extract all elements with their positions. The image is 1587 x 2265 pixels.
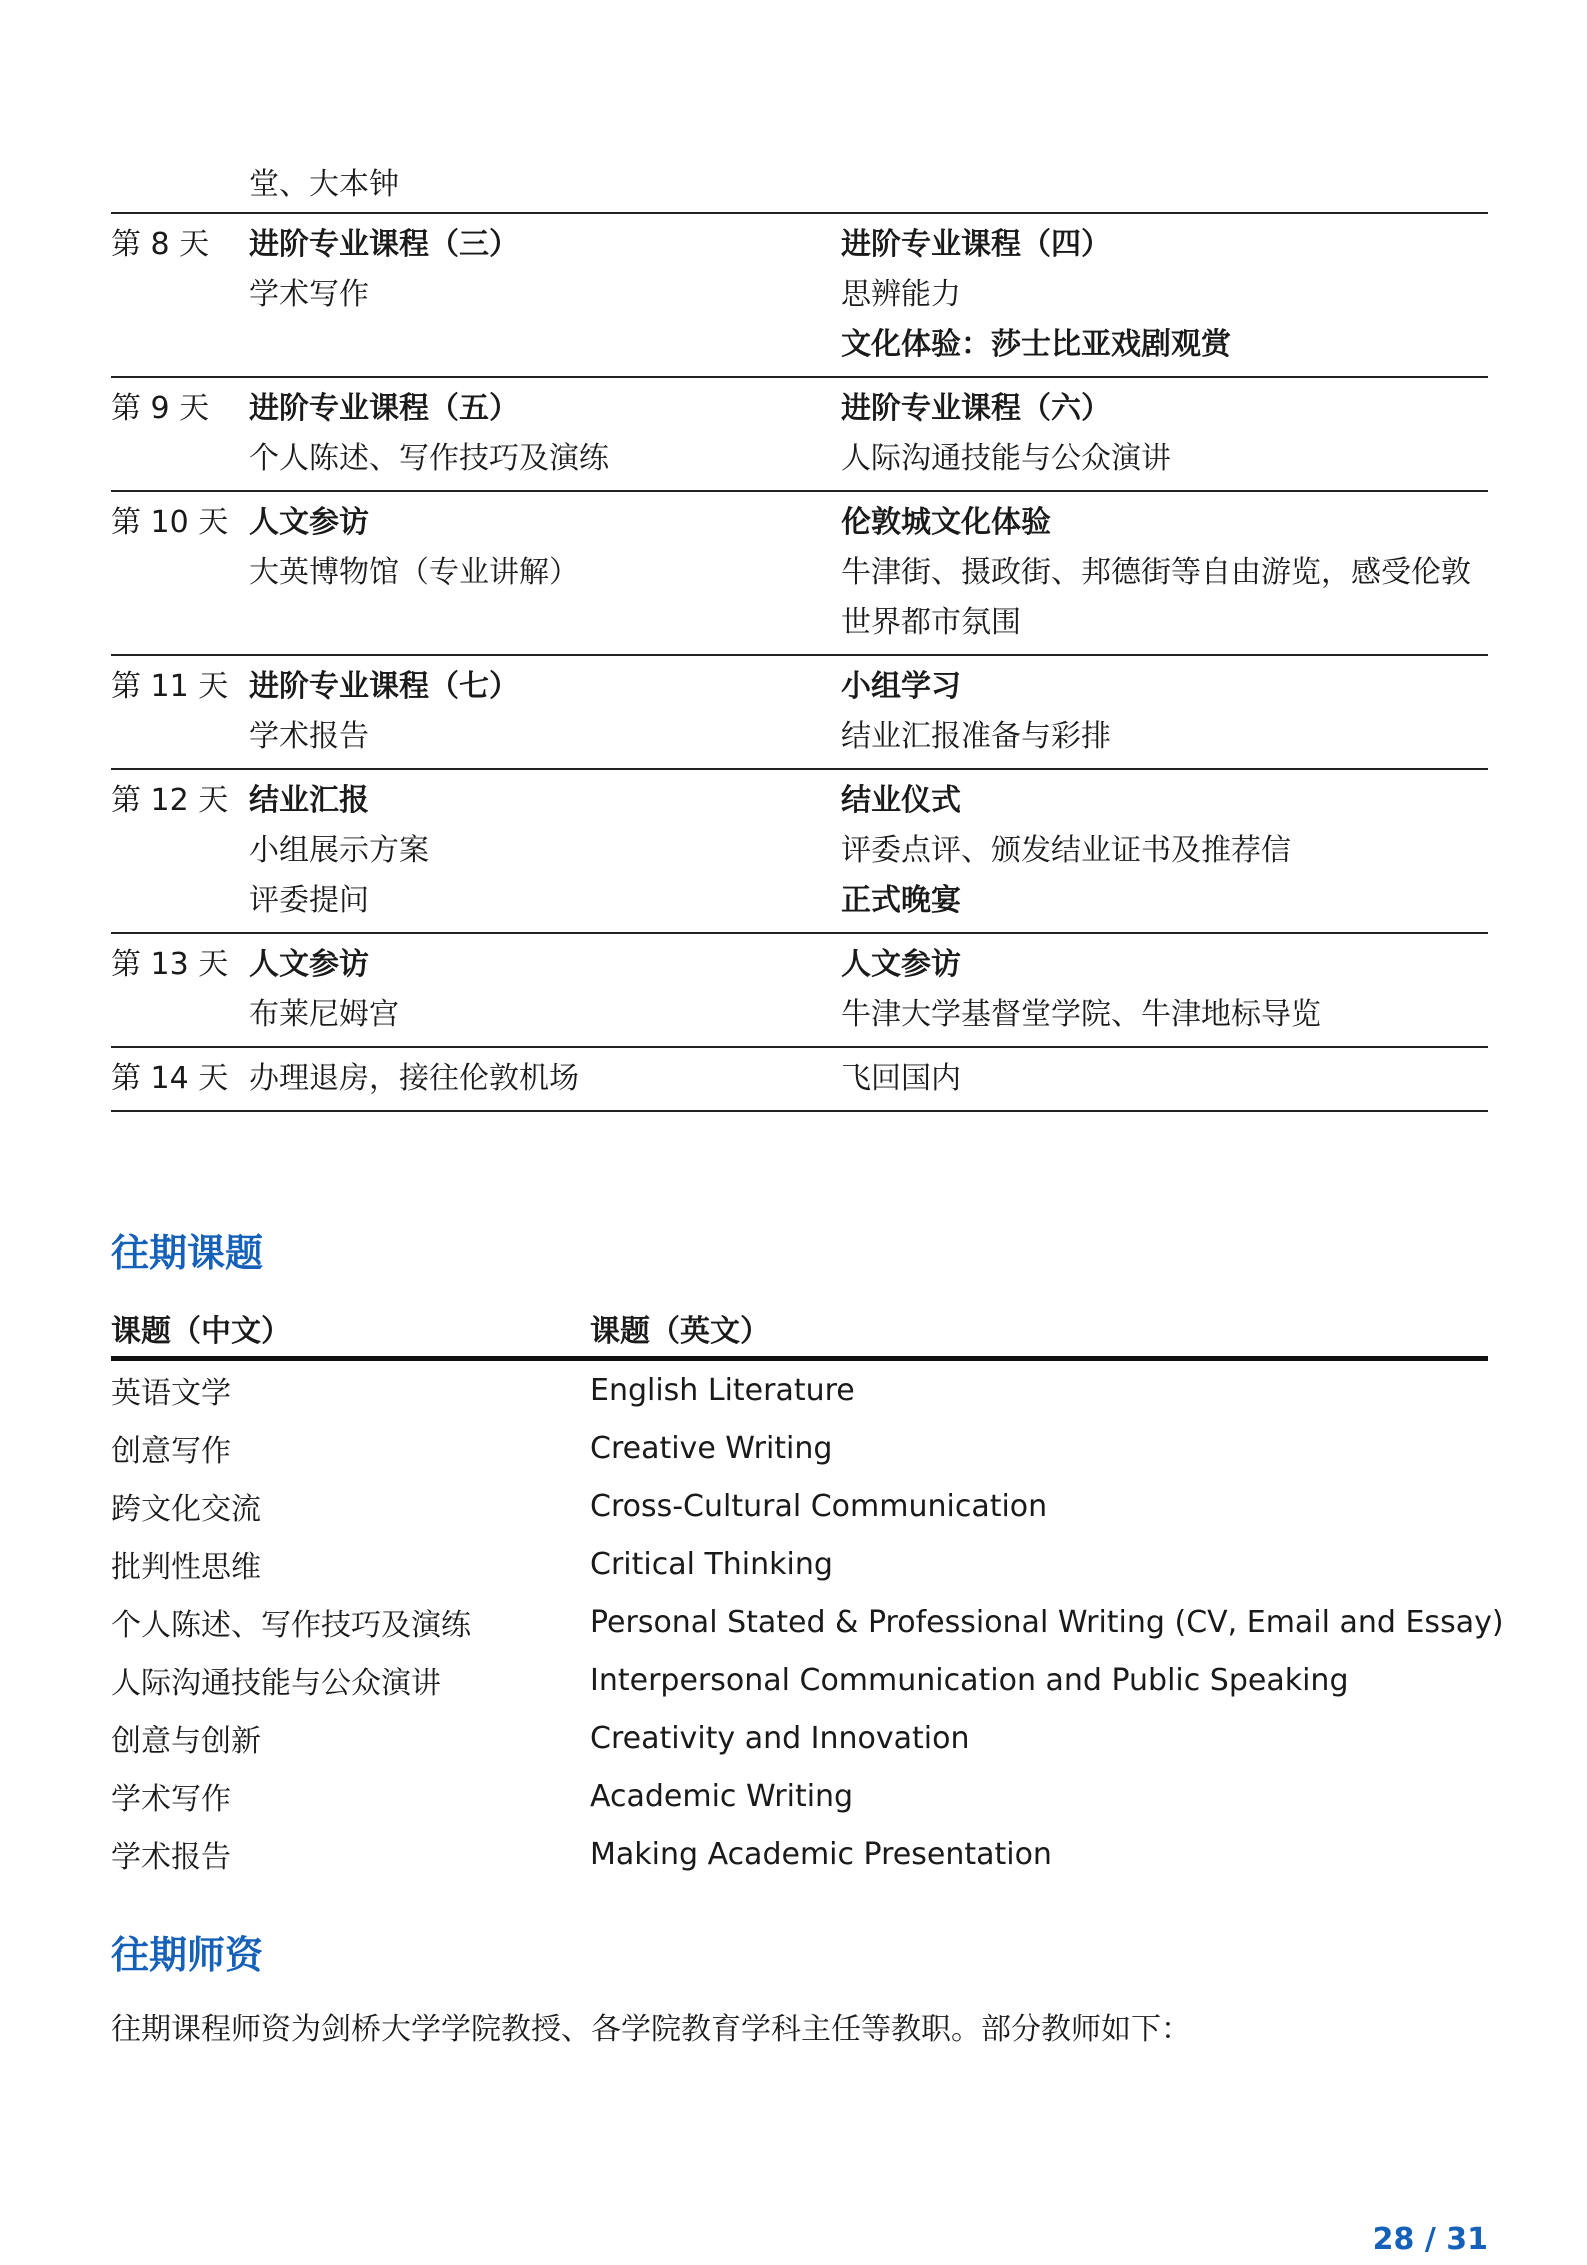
schedule-left-column	[249, 220, 841, 370]
topics-header-cn: 课题（中文）	[111, 1314, 291, 1349]
schedule-day-row	[111, 934, 1488, 1048]
schedule-item-text: 飞回国内	[841, 1061, 961, 1096]
topic-en: Creativity and Innovation	[590, 1720, 970, 1756]
schedule-item-heading: 进阶专业课程（七）	[249, 669, 519, 704]
topic-en: Cross-Cultural Communication	[590, 1488, 1048, 1524]
topics-header-row	[111, 1300, 1488, 1361]
schedule-left-column	[249, 940, 841, 1040]
page-number: 28 / 31	[1372, 2222, 1488, 2257]
schedule-item-text: 牛津大学基督堂学院、牛津地标导览	[841, 997, 1321, 1032]
schedule-item-text: 思辨能力	[841, 277, 961, 312]
schedule-item-heading: 人文参访	[249, 947, 369, 982]
schedule-item-text: 世界都市氛围	[841, 605, 1021, 640]
schedule-item-text: 布莱尼姆宫	[249, 997, 399, 1032]
schedule-left-column	[249, 384, 841, 484]
schedule-day-label: 第 13 天	[111, 947, 229, 982]
past-topics-table	[111, 1300, 1504, 1883]
topics-row	[111, 1593, 1504, 1651]
topic-cn: 个人陈述、写作技巧及演练	[111, 1608, 471, 1643]
topic-en: Creative Writing	[590, 1430, 833, 1466]
schedule-item-heading: 人文参访	[249, 505, 369, 540]
schedule-item-text: 大英博物馆（专业讲解）	[249, 555, 579, 590]
topic-en: Interpersonal Communication and Public Speaking	[590, 1662, 1349, 1698]
topic-cn: 人际沟通技能与公众演讲	[111, 1666, 441, 1701]
schedule-item-text: 牛津街、摄政街、邦德街等自由游览，感受伦敦	[841, 555, 1471, 590]
topic-cn: 创意写作	[111, 1434, 231, 1469]
schedule-item-text: 评委提问	[249, 883, 369, 918]
schedule-item-text: 办理退房，接往伦敦机场	[249, 1061, 579, 1096]
schedule-item-text: 评委点评、颁发结业证书及推荐信	[841, 833, 1291, 868]
schedule-item-heading: 小组学习	[841, 669, 961, 704]
topics-row	[111, 1767, 1488, 1825]
schedule-item-heading: 进阶专业课程（五）	[249, 391, 519, 426]
schedule-day-row	[111, 492, 1488, 656]
schedule-item-heading: 结业汇报	[249, 783, 369, 818]
topic-en: Making Academic Presentation	[590, 1836, 1052, 1872]
topics-row	[111, 1651, 1488, 1709]
schedule-right-column	[841, 498, 1488, 648]
schedule-right-column	[841, 662, 1488, 762]
schedule-item-text: 学术报告	[249, 719, 369, 754]
schedule-day-label: 第 10 天	[111, 505, 229, 540]
past-faculty-intro: 往期课程师资为剑桥大学学院教授、各学院教育学科主任等教职。部分教师如下：	[111, 2012, 1191, 2047]
topic-en: Personal Stated & Professional Writing (CV, Email and Essay)	[590, 1604, 1504, 1640]
schedule-left-column	[249, 498, 841, 648]
topics-row	[111, 1361, 1488, 1419]
schedule-day-row	[111, 656, 1488, 770]
topics-body	[111, 1361, 1504, 1883]
schedule-left-column	[249, 776, 841, 926]
schedule-item-text: 人际沟通技能与公众演讲	[841, 441, 1171, 476]
schedule-continuation-text: 堂、大本钟	[249, 167, 399, 202]
schedule-day-row	[111, 770, 1488, 934]
topic-cn: 英语文学	[111, 1376, 231, 1411]
topic-cn: 跨文化交流	[111, 1492, 261, 1527]
past-faculty-title: 往期师资	[111, 1933, 264, 1977]
schedule-item-text: 学术写作	[249, 277, 369, 312]
schedule-day-row	[111, 214, 1488, 378]
schedule-day-row	[111, 1048, 1488, 1112]
schedule-item-heading: 进阶专业课程（四）	[841, 227, 1111, 262]
past-topics-title: 往期课题	[111, 1231, 264, 1275]
topics-row	[111, 1825, 1488, 1883]
topic-cn: 学术报告	[111, 1840, 231, 1875]
schedule-item-heading: 进阶专业课程（六）	[841, 391, 1111, 426]
schedule-item-heading: 伦敦城文化体验	[841, 505, 1051, 540]
topics-row	[111, 1709, 1488, 1767]
topics-row	[111, 1419, 1488, 1477]
schedule-day-label: 第 11 天	[111, 669, 229, 704]
schedule-day-row	[111, 378, 1488, 492]
topic-en: Critical Thinking	[590, 1546, 833, 1582]
schedule-table	[111, 212, 1488, 1112]
schedule-right-column	[841, 220, 1488, 370]
topic-cn: 批判性思维	[111, 1550, 261, 1585]
topic-cn: 学术写作	[111, 1782, 231, 1817]
schedule-day-label: 第 14 天	[111, 1061, 229, 1096]
topic-en: Academic Writing	[590, 1778, 854, 1814]
topic-en: English Literature	[590, 1372, 855, 1408]
schedule-right-column	[841, 384, 1488, 484]
schedule-item-heading: 文化体验：莎士比亚戏剧观赏	[841, 327, 1231, 362]
schedule-day-label: 第 9 天	[111, 391, 210, 426]
schedule-item-heading: 进阶专业课程（三）	[249, 227, 519, 262]
schedule-item-text: 结业汇报准备与彩排	[841, 719, 1111, 754]
schedule-item-text: 小组展示方案	[249, 833, 429, 868]
schedule-day-label: 第 12 天	[111, 783, 229, 818]
schedule-left-column	[249, 1054, 841, 1104]
schedule-item-heading: 人文参访	[841, 947, 961, 982]
schedule-left-column	[249, 662, 841, 762]
schedule-item-text: 个人陈述、写作技巧及演练	[249, 441, 609, 476]
schedule-right-column	[841, 940, 1488, 1040]
topics-header-en: 课题（英文）	[590, 1314, 770, 1349]
schedule-right-column	[841, 1054, 1488, 1104]
topic-cn: 创意与创新	[111, 1724, 261, 1759]
topics-row	[111, 1477, 1488, 1535]
schedule-day-label: 第 8 天	[111, 227, 210, 262]
topics-row	[111, 1535, 1488, 1593]
schedule-item-heading: 结业仪式	[841, 783, 961, 818]
schedule-item-heading: 正式晚宴	[841, 883, 961, 918]
schedule-right-column	[841, 776, 1488, 926]
